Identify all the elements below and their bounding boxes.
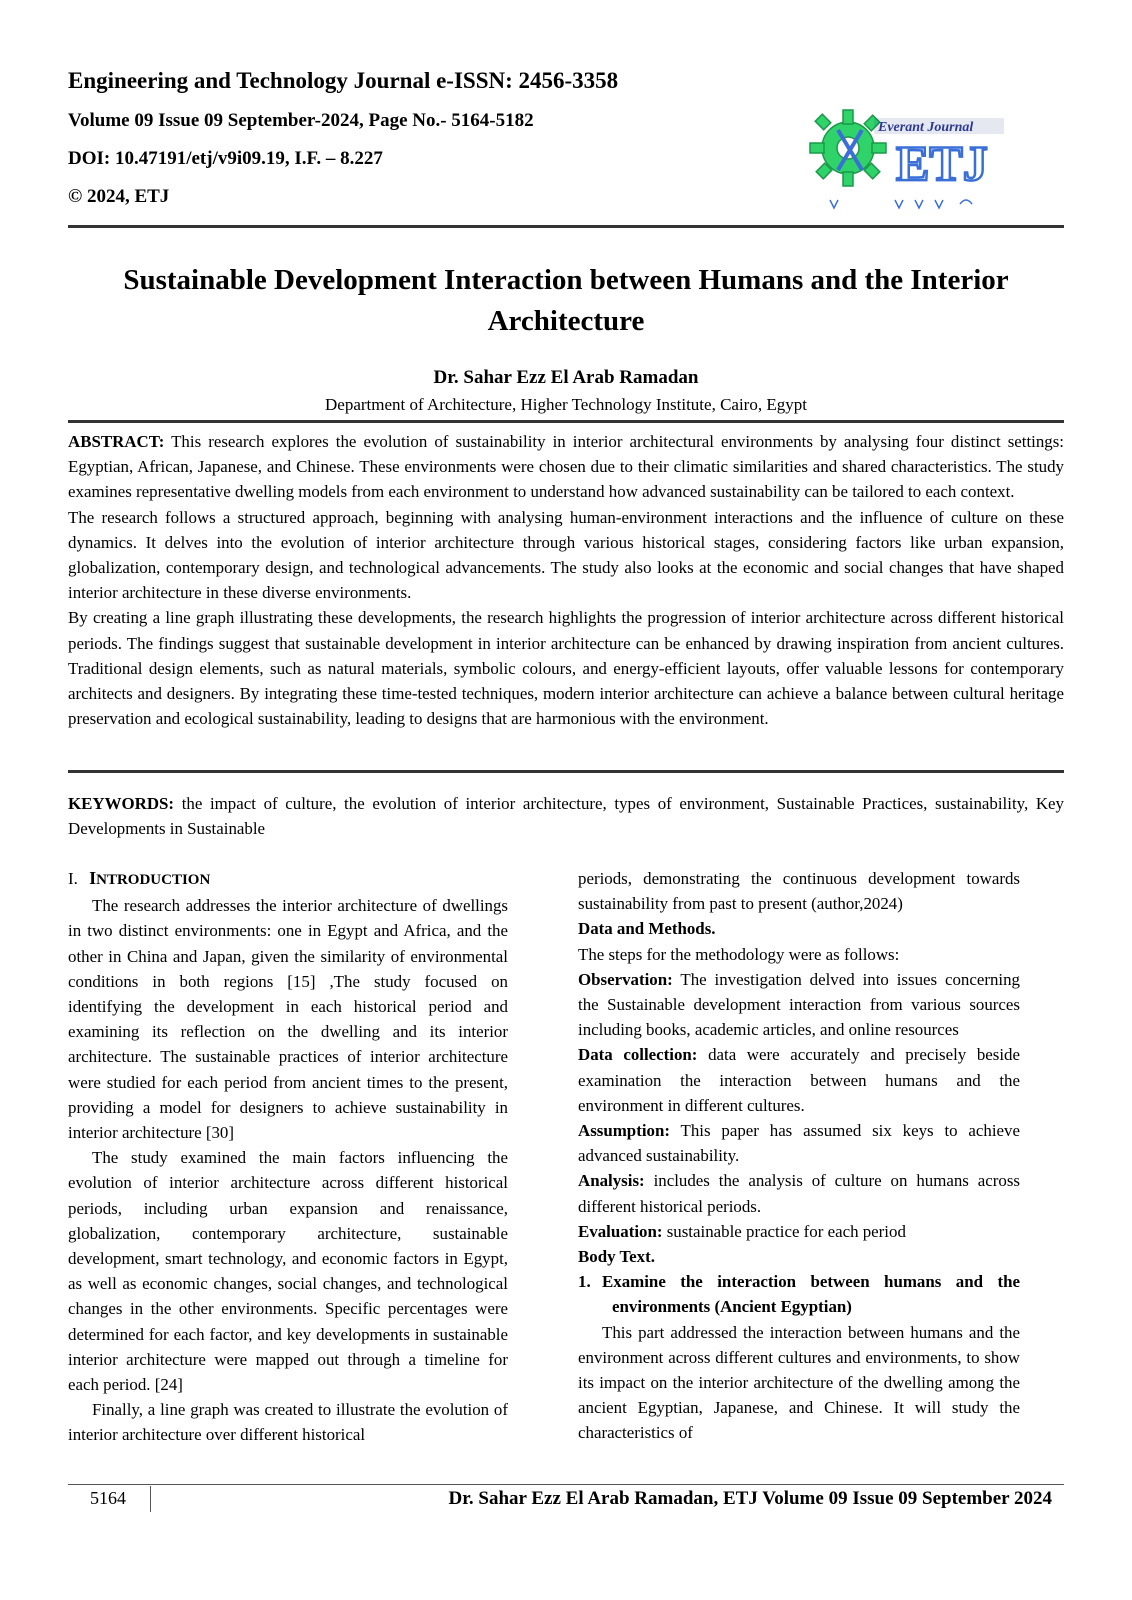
- evaluation-item: [578, 1219, 1020, 1244]
- keywords-top-rule: [68, 770, 1064, 773]
- journal-name: Engineering and Technology Journal e-ISSN: 2456-3358: [68, 68, 619, 93]
- assumption-text: This paper has assumed six keys to achieve advanced sustainability.: [578, 1121, 1020, 1166]
- logo-decoration-icon: [830, 200, 972, 208]
- paper-title: Sustainable Development Interaction between Humans and the Interior Architecture: [123, 264, 1009, 337]
- page-number: 5164: [90, 1488, 126, 1508]
- assumption-label: Assumption:: [578, 1121, 670, 1141]
- abstract-paragraph: [68, 429, 1064, 505]
- etj-logo: [800, 100, 1020, 215]
- footer-rule: [68, 1484, 1064, 1485]
- abstract: [68, 429, 1064, 731]
- numbered-heading-1: [578, 1269, 1020, 1319]
- analysis-text: includes the analysis of culture on humans across different historical periods.: [578, 1171, 1020, 1216]
- methodology-intro: The steps for the methodology were as follows:: [578, 944, 900, 964]
- keywords-label: KEYWORDS:: [68, 794, 175, 813]
- section-number: I.: [68, 869, 78, 888]
- abstract-paragraph-2: The research follows a structured approach, beginning with analysing human-environment interactions and the influence of culture on these dynamics. It delves into the evolution of interior architecture through various historical stages, considering factors like urban expansion, globalization, contemporary design, and technological advancements. The study also looks at the economic and social changes that have shaped interior architecture in these diverse environments.: [68, 507, 1064, 603]
- author-name: Dr. Sahar Ezz El Arab Ramadan: [433, 367, 699, 388]
- section-initial: I: [89, 868, 97, 888]
- abstract-paragraph-3: By creating a line graph illustrating these developments, the research highlights the progression of interior architecture across different historical periods. The findings suggest that sustainable development in interior architecture can be enhanced by drawing inspiration from ancient cultures. Traditional design elements, such as natural materials, symbolic colours, and energy-efficient layouts, offer valuable lessons for contemporary architects and designers. By integrating these time-tested techniques, modern interior architecture can achieve a balance between cultural heritage preservation and ecological sustainability, leading to designs that are harmonious with the environment.: [68, 608, 1064, 729]
- footer-divider: [150, 1486, 151, 1512]
- section-heading-introduction: [68, 866, 508, 893]
- section-rest: NTRODUCTION: [96, 872, 211, 888]
- journal-header: [68, 66, 768, 210]
- analysis-item: [578, 1168, 1020, 1218]
- data-collection-text: data were accurately and precisely beside examination the interaction between humans and the environment in different cultures.: [578, 1045, 1020, 1115]
- analysis-label: Analysis:: [578, 1171, 645, 1191]
- heading-number: 1.: [578, 1272, 591, 1292]
- item1-paragraph: This part addressed the interaction between humans and the environment across different cultures and environments, to show its impact on the interior architecture of the dwelling among the ancient Egyptian, Japanese, and Chinese. It will study the characteristics of: [578, 1322, 1020, 1443]
- data-methods-heading: Data and Methods.: [578, 919, 716, 939]
- intro-paragraph-3: Finally, a line graph was created to illustrate the evolution of interior architecture over different historical: [68, 1400, 508, 1445]
- data-collection-item: [578, 1042, 1020, 1118]
- intro-paragraph-2: The study examined the main factors influencing the evolution of interior architecture across different historical periods, including urban expansion and renaissance, globalization, contemporary architecture, sustainable development, smart technology, and economic factors in Egypt, as well as economic changes, social changes, and technological changes in the other environments. Specific percentages were determined for each factor, and key developments in sustainable interior architecture were mapped out through a timeline for each period. [24]: [68, 1148, 508, 1395]
- evaluation-text: sustainable practice for each period: [666, 1221, 906, 1241]
- body-text-heading: Body Text.: [578, 1247, 655, 1267]
- doi-info: DOI: 10.47191/etj/v9i09.19, I.F. – 8.227: [68, 148, 383, 169]
- logo-main-text: ETJ: [896, 135, 988, 191]
- copyright: © 2024, ETJ: [68, 186, 170, 207]
- data-collection-label: Data collection:: [578, 1045, 698, 1065]
- right-column: [578, 866, 1020, 1446]
- header-rule: [68, 225, 1064, 228]
- observation-item: [578, 967, 1020, 1043]
- heading-text: Examine the interaction between humans and the environments (Ancient Egyptian): [602, 1272, 1020, 1317]
- footer-citation: Dr. Sahar Ezz El Arab Ramadan, ETJ Volume 09 Issue 09 September 2024: [448, 1488, 1052, 1509]
- assumption-item: [578, 1118, 1020, 1168]
- logo-top-text: Everant Journal: [878, 120, 974, 135]
- abstract-label: ABSTRACT:: [68, 432, 165, 451]
- right-paragraph-continued: periods, demonstrating the continuous development towards sustainability from past to present (author,2024): [578, 869, 1020, 914]
- intro-paragraph-1: The research addresses the interior architecture of dwellings in two distinct environments: one in Egypt and Africa, and the other in China and Japan, given the similarity of environmental conditions in both regions [15] ,The study focused on identifying the development in each historical period and examining its reflection on the dwelling and its interior architecture. The sustainable practices of interior architecture were studied for each period from ancient times to the present, providing a model for designers to achieve sustainability in interior architecture [30]: [68, 896, 508, 1143]
- abstract-top-rule: [68, 420, 1064, 423]
- evaluation-label: Evaluation:: [578, 1221, 663, 1241]
- keywords: [68, 792, 1064, 841]
- abstract-text-1: This research explores the evolution of sustainability in interior architectural environments by analysing four distinct settings: Egyptian, African, Japanese, and Chinese. These environments were chosen due to their climatic similarities and shared characteristics. The study examines representative dwelling models from each environment to understand how advanced sustainability can be tailored to each context.: [68, 432, 1064, 502]
- observation-label: Observation:: [578, 969, 673, 989]
- left-column: [68, 866, 508, 1448]
- keywords-text: the impact of culture, the evolution of interior architecture, types of environment, Sustainable Practices, sustainability, Key Developments in Sustainable: [68, 794, 1064, 838]
- author-affiliation: Department of Architecture, Higher Technology Institute, Cairo, Egypt: [325, 395, 807, 414]
- volume-info: Volume 09 Issue 09 September-2024, Page No.- 5164-5182: [68, 110, 534, 131]
- observation-text: The investigation delved into issues concerning the Sustainable development interaction from various sources including books, academic articles, and online resources: [578, 969, 1021, 1040]
